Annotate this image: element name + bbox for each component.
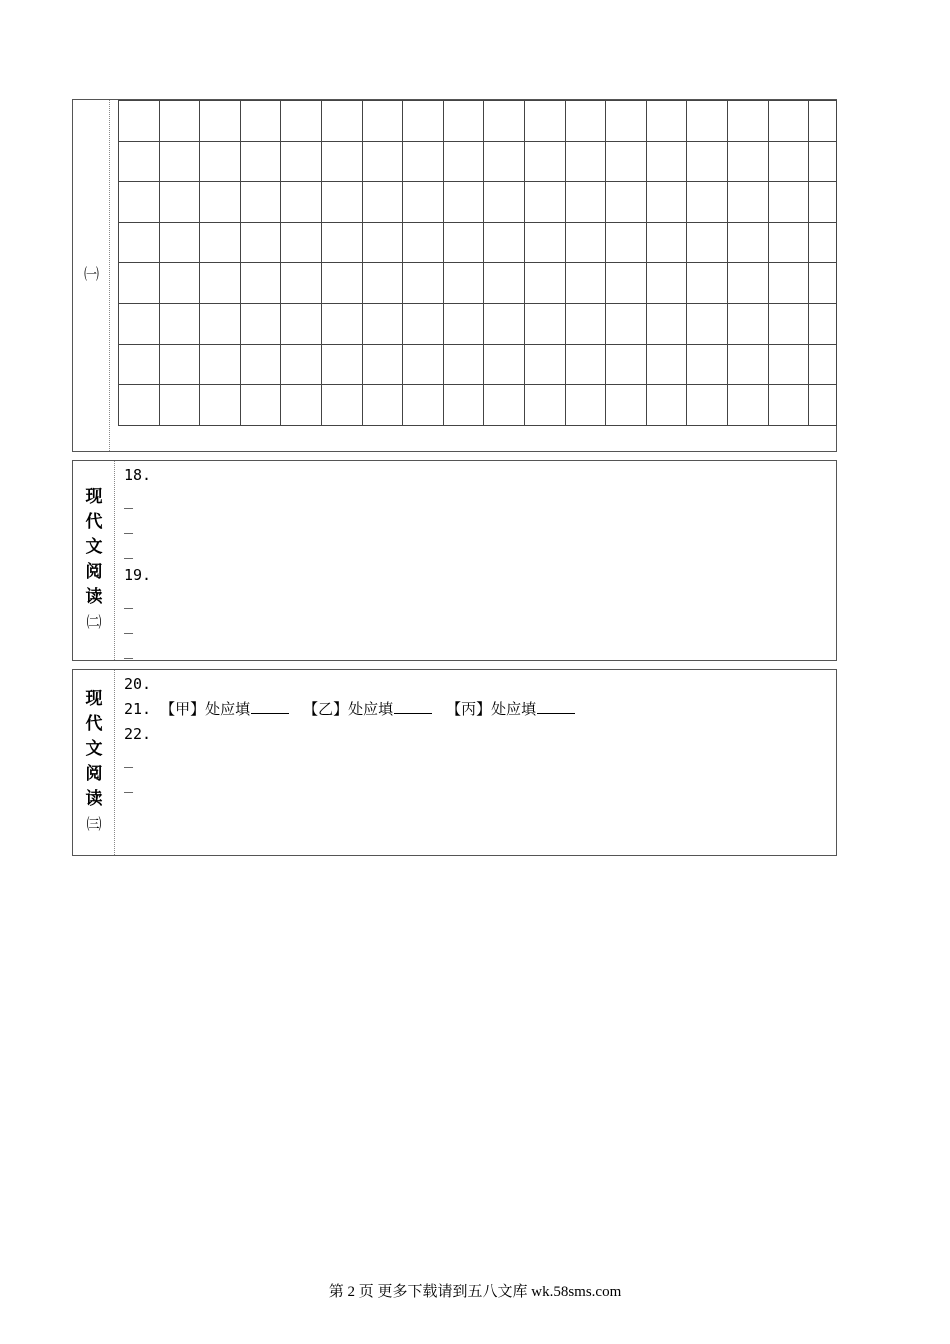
- reading-section-3: [72, 669, 837, 856]
- title-char: 读: [85, 587, 103, 607]
- answer-line[interactable]: _: [124, 491, 134, 509]
- question-21-label: 21.: [124, 700, 152, 718]
- answer-line[interactable]: _: [124, 591, 134, 609]
- answer-line[interactable]: _: [124, 541, 134, 559]
- section-title: [73, 687, 115, 837]
- title-char: 现: [85, 487, 103, 507]
- section-number: ㈠: [83, 265, 99, 283]
- writing-grid[interactable]: [118, 100, 838, 430]
- title-char: 现: [85, 689, 103, 709]
- blank-jia-label: 【甲】处应填: [160, 700, 251, 718]
- title-char: 代: [85, 512, 103, 532]
- section-side-label: [73, 100, 110, 451]
- question-19-label: 19.: [124, 566, 152, 584]
- answer-lines[interactable]: [124, 463, 826, 663]
- writing-grid-svg[interactable]: [118, 100, 838, 430]
- answer-line[interactable]: _: [124, 641, 134, 659]
- title-char: 文: [85, 537, 103, 557]
- title-char: ㈢: [86, 815, 102, 833]
- title-char: 代: [85, 714, 103, 734]
- question-22-label: 22.: [124, 725, 152, 743]
- blank-bing-label: 【丙】处应填: [446, 700, 537, 718]
- section-side-label: [73, 670, 115, 855]
- page-footer: 第 2 页 更多下载请到五八文库 wk.58sms.com: [328, 1284, 622, 1300]
- title-char: ㈡: [86, 613, 102, 631]
- answer-line[interactable]: _: [124, 516, 134, 534]
- composition-section: [72, 99, 837, 452]
- question-18-label: 18.: [124, 466, 152, 484]
- blank-bing[interactable]: [537, 697, 575, 714]
- section-title: [73, 485, 115, 635]
- reading-section-2: [72, 460, 837, 661]
- blank-yi[interactable]: [394, 697, 432, 714]
- blank-jia[interactable]: [251, 697, 289, 714]
- answer-lines[interactable]: [124, 672, 826, 797]
- blank-yi-label: 【乙】处应填: [303, 700, 394, 718]
- title-char: 阅: [85, 764, 103, 784]
- question-21-row: [124, 697, 826, 722]
- question-20-label: 20.: [124, 675, 152, 693]
- title-char: 文: [85, 739, 103, 759]
- title-char: 阅: [85, 562, 103, 582]
- answer-line[interactable]: _: [124, 616, 134, 634]
- section-side-label: [73, 461, 115, 660]
- answer-line[interactable]: _: [124, 775, 134, 793]
- title-char: 读: [85, 789, 103, 809]
- answer-line[interactable]: _: [124, 750, 134, 768]
